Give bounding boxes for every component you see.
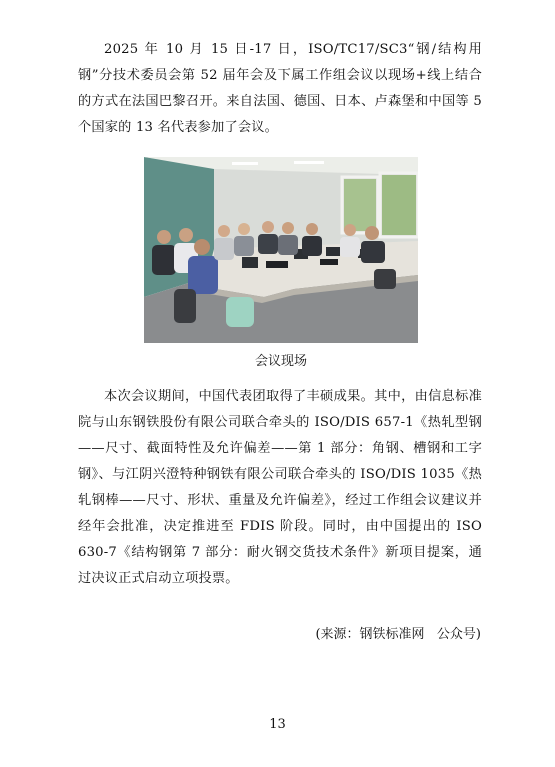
- source-note: (来源：钢铁标准网 公众号): [315, 627, 481, 642]
- page-number: 13: [269, 717, 286, 732]
- results-paragraph: 本次会议期间，中国代表团取得了丰硕成果。其中，由信息标准院与山东钢铁股份有限公司联合牵头的 ISO/DIS 657-1《热轧型钢——尺寸、截面特性及允许偏差——第 1 部分：角钢、槽钢和工字钢》、与江阴兴澄特种钢铁有限公司联合牵头的 ISO/DIS 1035《热轧钢棒——尺寸、形状、重量及允许偏差》，经过工作组会议建议并经年会批准，决定推进至 FDIS 阶段。同时，由中国提出的 ISO 630-7《结构钢第 7 部分：耐火钢交货技术条件》新项目提案，通过决议正式启动立项投票。: [78, 389, 482, 586]
- figure-caption: 会议现场: [254, 354, 307, 369]
- intro-paragraph: 2025 年 10 月 15 日-17 日，ISO/TC17/SC3“钢/结构用钢”分技术委员会第 52 届年会及下属工作组会议以现场+线上结合的方式在法国巴黎召开。来自法国、德国、日本、卢森堡和中国等 5 个国家的 13 名代表参加了会议。: [78, 42, 482, 135]
- meeting-photo: [144, 157, 418, 343]
